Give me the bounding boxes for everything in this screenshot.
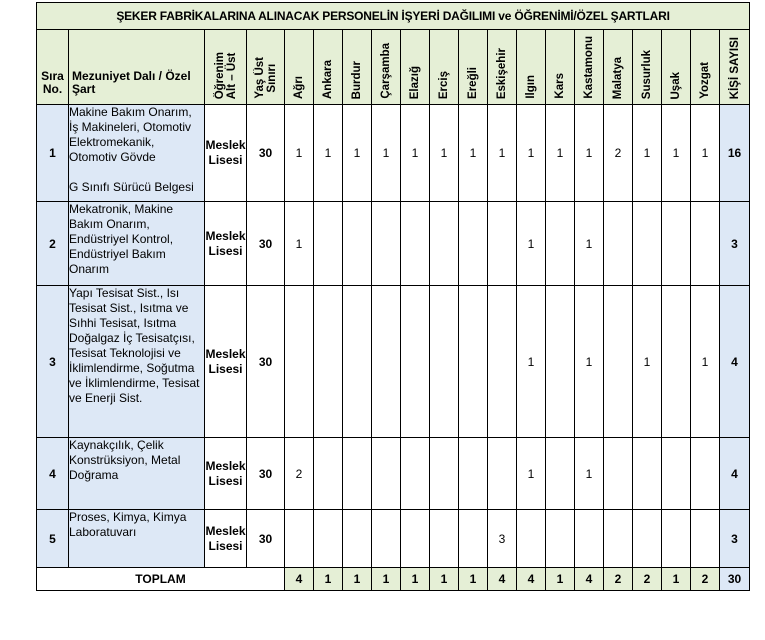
row-location-count xyxy=(372,510,401,568)
row-kisi-sayisi: 4 xyxy=(720,286,750,438)
row-location-count xyxy=(459,202,488,286)
row-kisi-sayisi: 3 xyxy=(720,202,750,286)
header-mezuniyet: Mezuniyet Dalı / Özel Şart xyxy=(69,30,205,105)
header-location xyxy=(633,30,662,105)
total-location-count: 4 xyxy=(517,568,546,591)
row-location-count: 3 xyxy=(488,510,517,568)
row-location-count xyxy=(662,510,691,568)
row-location-count xyxy=(546,510,575,568)
row-location-count: 2 xyxy=(285,438,314,510)
row-location-count xyxy=(488,438,517,510)
row-number: 3 xyxy=(37,286,69,438)
header-location xyxy=(285,30,314,105)
row-kisi-sayisi: 16 xyxy=(720,105,750,202)
row-location-count xyxy=(401,510,430,568)
row-location-count: 1 xyxy=(517,438,546,510)
total-location-count: 2 xyxy=(691,568,720,591)
row-location-count xyxy=(372,286,401,438)
header-kisi-sayisi xyxy=(720,30,750,105)
row-number: 1 xyxy=(37,105,69,202)
row-location-count xyxy=(401,438,430,510)
total-kisi-sayisi: 30 xyxy=(720,568,750,591)
row-location-count: 1 xyxy=(372,105,401,202)
table-row xyxy=(37,438,750,510)
row-location-count: 1 xyxy=(517,286,546,438)
header-location xyxy=(401,30,430,105)
header-location-text: Eskişehir xyxy=(496,47,508,99)
row-location-count xyxy=(314,438,343,510)
row-mezuniyet-dali: Yapı Tesisat Sist., Isı Tesisat Sist., Isıtma ve Sıhhi Tesisat, Isıtma Doğalgaz İç Tesisatçısı, Tesisat Teknolojisi ve İklimlendirme, Soğutma ve İklimlendirme, Tesisat ve Enerji Sist. xyxy=(69,286,205,438)
row-location-count xyxy=(633,438,662,510)
row-location-count xyxy=(604,286,633,438)
row-location-count: 1 xyxy=(575,105,604,202)
row-yas-siniri: 30 xyxy=(247,510,285,568)
row-location-count xyxy=(343,510,372,568)
row-location-count: 1 xyxy=(575,286,604,438)
row-location-count: 1 xyxy=(488,105,517,202)
header-yas xyxy=(247,30,285,105)
row-location-count xyxy=(517,510,546,568)
row-location-count: 1 xyxy=(517,105,546,202)
header-location-text: Elazığ xyxy=(409,65,421,99)
total-label: TOPLAM xyxy=(37,568,285,591)
header-location-text: Uşak xyxy=(670,71,682,99)
header-location-text: Burdur xyxy=(351,60,363,99)
header-location xyxy=(575,30,604,105)
row-location-count xyxy=(662,286,691,438)
table-row xyxy=(37,105,750,202)
row-mezuniyet-dali: Proses, Kimya, Kimya Laboratuvarı xyxy=(69,510,205,568)
total-location-count: 2 xyxy=(604,568,633,591)
header-location xyxy=(517,30,546,105)
row-location-count xyxy=(314,286,343,438)
row-location-count xyxy=(343,202,372,286)
row-location-count: 1 xyxy=(285,105,314,202)
header-location-text: Malatya xyxy=(612,56,624,99)
row-number: 2 xyxy=(37,202,69,286)
row-location-count xyxy=(285,510,314,568)
row-location-count xyxy=(488,286,517,438)
row-ogrenim: Meslek Lisesi xyxy=(205,510,247,568)
row-ogrenim: Meslek Lisesi xyxy=(205,105,247,202)
row-location-count: 1 xyxy=(633,286,662,438)
header-location xyxy=(488,30,517,105)
row-location-count xyxy=(604,202,633,286)
row-location-count xyxy=(633,202,662,286)
row-location-count: 2 xyxy=(604,105,633,202)
row-location-count xyxy=(604,438,633,510)
header-location xyxy=(459,30,488,105)
row-location-count xyxy=(459,438,488,510)
total-row xyxy=(37,568,750,591)
row-location-count xyxy=(546,438,575,510)
row-mezuniyet-dali: Makine Bakım Onarım, İş Makineleri, Otomotiv Elektromekanik, Otomotiv Gövde G Sınıfı Sürücü Belgesi xyxy=(69,105,205,202)
header-yas-text: Yaş Üst Sınırı xyxy=(253,57,278,99)
table-row xyxy=(37,286,750,438)
row-number: 4 xyxy=(37,438,69,510)
total-location-count: 1 xyxy=(662,568,691,591)
row-location-count xyxy=(488,202,517,286)
header-location xyxy=(430,30,459,105)
row-location-count xyxy=(430,202,459,286)
header-location xyxy=(691,30,720,105)
row-location-count xyxy=(662,438,691,510)
total-location-count: 1 xyxy=(546,568,575,591)
row-location-count: 1 xyxy=(517,202,546,286)
header-location xyxy=(546,30,575,105)
row-location-count: 1 xyxy=(430,105,459,202)
row-location-count: 1 xyxy=(633,105,662,202)
table-body xyxy=(37,105,750,568)
row-location-count xyxy=(314,510,343,568)
header-location-text: Çarşamba xyxy=(380,43,392,99)
row-location-count xyxy=(662,202,691,286)
row-location-count: 1 xyxy=(691,286,720,438)
total-location-count: 1 xyxy=(314,568,343,591)
row-location-count xyxy=(401,286,430,438)
row-ogrenim: Meslek Lisesi xyxy=(205,286,247,438)
row-yas-siniri: 30 xyxy=(247,105,285,202)
header-location-text: Yozgat xyxy=(699,62,711,99)
total-location-count: 1 xyxy=(459,568,488,591)
row-number: 5 xyxy=(37,510,69,568)
row-yas-siniri: 30 xyxy=(247,202,285,286)
total-location-count: 1 xyxy=(343,568,372,591)
header-location-text: Kars xyxy=(554,73,566,99)
row-location-count xyxy=(459,510,488,568)
row-ogrenim: Meslek Lisesi xyxy=(205,438,247,510)
row-yas-siniri: 30 xyxy=(247,438,285,510)
row-location-count xyxy=(343,438,372,510)
header-location xyxy=(314,30,343,105)
row-location-count: 1 xyxy=(459,105,488,202)
row-location-count: 1 xyxy=(343,105,372,202)
row-location-count xyxy=(430,510,459,568)
total-location-count: 1 xyxy=(430,568,459,591)
row-location-count xyxy=(691,202,720,286)
header-location-text: Ilgın xyxy=(525,75,537,99)
row-location-count xyxy=(343,286,372,438)
header-sira: Sıra No. xyxy=(37,30,69,105)
header-ogrenim-text: Öğrenim Alt – Üst xyxy=(213,51,238,99)
row-location-count: 1 xyxy=(575,202,604,286)
total-location-count: 1 xyxy=(372,568,401,591)
row-location-count xyxy=(575,510,604,568)
row-location-count: 1 xyxy=(662,105,691,202)
header-location xyxy=(343,30,372,105)
header-location xyxy=(604,30,633,105)
header-ogrenim xyxy=(205,30,247,105)
row-location-count xyxy=(430,286,459,438)
header-location-text: Ereğli xyxy=(467,67,479,99)
row-kisi-sayisi: 3 xyxy=(720,510,750,568)
row-yas-siniri: 30 xyxy=(247,286,285,438)
row-location-count: 1 xyxy=(575,438,604,510)
row-mezuniyet-dali: Kaynakçılık, Çelik Konstrüksiyon, Metal Doğrama xyxy=(69,438,205,510)
row-location-count xyxy=(546,202,575,286)
row-location-count xyxy=(546,286,575,438)
row-location-count xyxy=(604,510,633,568)
table-row xyxy=(37,202,750,286)
row-location-count xyxy=(691,510,720,568)
header-location xyxy=(372,30,401,105)
total-location-count: 1 xyxy=(401,568,430,591)
total-location-count: 4 xyxy=(285,568,314,591)
row-location-count: 1 xyxy=(285,202,314,286)
personnel-distribution-table xyxy=(36,2,750,591)
total-location-count: 2 xyxy=(633,568,662,591)
row-location-count xyxy=(459,286,488,438)
total-location-count: 4 xyxy=(575,568,604,591)
row-location-count xyxy=(633,510,662,568)
header-location-text: Erciş xyxy=(438,70,450,99)
row-ogrenim: Meslek Lisesi xyxy=(205,202,247,286)
header-location-text: Ankara xyxy=(322,60,334,99)
total-location-count: 4 xyxy=(488,568,517,591)
row-location-count xyxy=(285,286,314,438)
row-location-count xyxy=(691,438,720,510)
header-kisi-text: KİŞİ SAYISI xyxy=(728,36,741,99)
row-location-count: 1 xyxy=(401,105,430,202)
header-location-text: Susurluk xyxy=(641,49,653,99)
table-title: ŞEKER FABRİKALARINA ALINACAK PERSONELİN İŞYERİ DAĞILIMI ve ÖĞRENİMİ/ÖZEL ŞARTLARI xyxy=(37,3,750,30)
row-location-count: 1 xyxy=(691,105,720,202)
row-location-count xyxy=(314,202,343,286)
table-row xyxy=(37,510,750,568)
header-location xyxy=(662,30,691,105)
header-location-text: Ağrı xyxy=(293,76,305,99)
header-location-text: Kastamonu xyxy=(583,36,595,99)
row-location-count xyxy=(401,202,430,286)
row-kisi-sayisi: 4 xyxy=(720,438,750,510)
row-location-count: 1 xyxy=(546,105,575,202)
row-mezuniyet-dali: Mekatronik, Makine Bakım Onarım, Endüstriyel Kontrol, Endüstriyel Bakım Onarım xyxy=(69,202,205,286)
row-location-count xyxy=(430,438,459,510)
row-location-count: 1 xyxy=(314,105,343,202)
row-location-count xyxy=(372,202,401,286)
row-location-count xyxy=(372,438,401,510)
